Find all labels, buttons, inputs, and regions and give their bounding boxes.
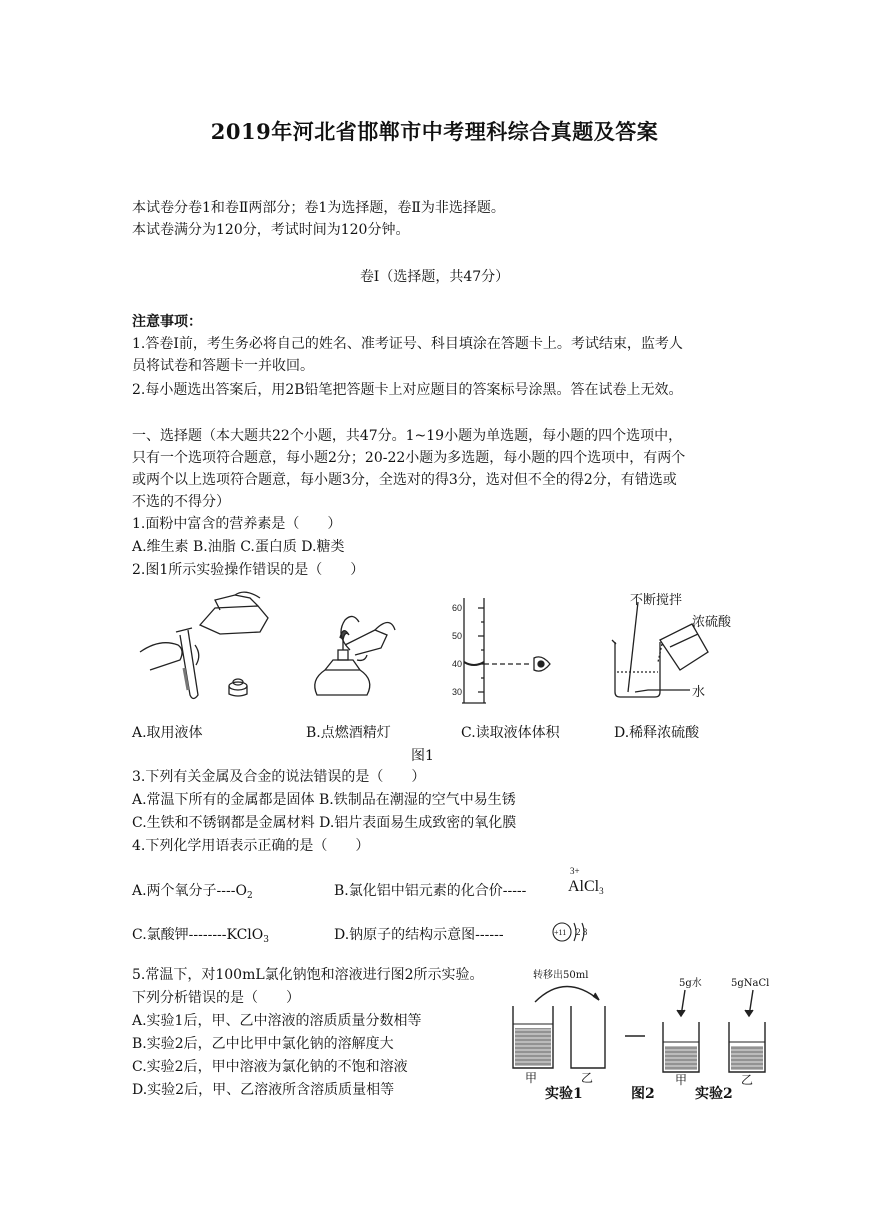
q5-option-a: A.实验1后，甲、乙中溶液的溶质质量分数相等 — [132, 1013, 422, 1029]
tick-label-50: 50 — [452, 631, 463, 641]
nucleus-charge: +11 — [554, 928, 567, 937]
figure-2-experiment — [505, 966, 780, 1101]
fig1-caption-d: D.稀释浓硫酸 — [614, 725, 700, 741]
figure-1a-pour-liquid — [140, 590, 280, 705]
fig1-caption-c: C.读取液体体积 — [461, 725, 560, 741]
notice-heading: 注意事项： — [132, 314, 202, 330]
label-acid: 浓硫酸 — [692, 615, 732, 630]
intro-line-1: 本试卷分卷1和卷Ⅱ两部分；卷1为选择题，卷Ⅱ为非选择题。 — [132, 200, 505, 216]
q5-option-b: B.实验2后，乙中比甲中氯化钠的溶解度大 — [132, 1036, 394, 1052]
intro-line-2: 本试卷满分为120分，考试时间为120分钟。 — [132, 222, 410, 238]
q3-stem: 3.下列有关金属及合金的说法错误的是（ ） — [132, 769, 426, 785]
section-heading: 卷Ⅰ（选择题，共47分） — [359, 269, 510, 285]
q5-stem-1: 5.常温下，对100mL氯化钠饱和溶液进行图2所示实验。 — [132, 967, 484, 983]
notice-line-1: 1.答卷Ⅰ前，考生务必将自己的姓名、准考证号、科目填涂在答题卡上。考试结束，监考人 — [132, 336, 683, 352]
q4-option-d: D.钠原子的结构示意图------ — [334, 927, 504, 943]
part1-line-2: 只有一个选项符合题意，每小题2分；20-22小题为多选题，每小题的四个选项中，有两个 — [132, 450, 686, 466]
label-jia-2: 甲 — [675, 1073, 688, 1087]
exam-page: 2019年河北省邯郸市中考理科综合真题及答案 本试卷分卷1和卷Ⅱ两部分；卷1为选择题，卷Ⅱ为非选择题。 本试卷满分为120分，考试时间为120分钟。 卷Ⅰ（选择题，共47分） 注意事项： 1.答卷Ⅰ前，考生务必将自己的姓名、准考证号、科目填涂在答题卡上。考试结束，监考人 员将试卷和答题卡一并收回。 2.每小题选出答案后，用2B铅笔把答题卡上对应题目的答案标号涂黑。答在试卷上无效。 一、选择题（本大题共22个小题，共47分。1~19小题为单选题，每小题的四个选项中， 只有一个选项符合题意，每小题2分；20-22小题为多选题，每小题的四个选项中，有两个 或两个以上选项符合题意，每小题3分，全选对的得3分，选对但不全的得2分，有错选或 不选的不得分） 1.面粉中富含的营养素是（ ） A.维生素 B.油脂 C.蛋白质 D.糖类 2.图1所示实验操作错误的是（ ） 60 50 40 30 不断搅拌 浓硫酸 水 A.取用液体 B.点燃酒精灯 C.读取液体体积 D.稀释浓硫酸 图1 3.下列有关金属及合金的说法错误的是（ ） A.常温下所有的金属都是固体 B.铁制品在潮湿的空气中易生锈 C.生铁和不锈钢都是金属材料 D.铝片表面易生成致密的氧化膜 4.下列化学用语表示正确的是（ ） A.两个氧分子$----O_2$ B.氯化铝中铝元素的化合价----- 3+ AlCl$_3$ C.氯酸钾--------KClO$_3$ D.钠原子的结构示意图------ +11 2 8 5.常温下，对100mL氯化钠饱和溶液进行图2所示实验。 下列分析错误的是（ ） A.实验1后，甲、乙中溶液的溶质质量分数相等 B.实验2后，乙中比甲中氯化钠的溶解度大 C.实验2后，甲中溶液为氯化钠的不饱和溶液 D.实验2后，甲、乙溶液所含溶质质量相等 转移出50ml 5g水 5gNaCl 甲 乙 甲 乙 实验1 图2 实验2 — [0, 0, 869, 1228]
label-yi-2: 乙 — [741, 1073, 754, 1087]
tick-label-60: 60 — [452, 603, 463, 613]
figure-1b-alcohol-lamp — [305, 600, 405, 710]
tick-label-30: 30 — [452, 687, 463, 697]
figure-1c-graduated-cylinder — [450, 598, 560, 708]
electron-shells: 2 8 — [576, 927, 588, 937]
label-water: 水 — [692, 685, 706, 700]
fig1-caption-a: A.取用液体 — [132, 725, 203, 741]
label-salt-5g: 5gNaCl — [731, 978, 770, 989]
page-title: 2019年河北省邯郸市中考理科综合真题及答案 — [210, 119, 659, 144]
q3-line-2: C.生铁和不锈钢都是金属材料 D.铝片表面易生成致密的氧化膜 — [132, 815, 517, 831]
notice-line-3: 2.每小题选出答案后，用2B铅笔把答题卡上对应题目的答案标号涂黑。答在试卷上无效。 — [132, 382, 683, 398]
figure-1d-dilute-acid — [600, 592, 750, 707]
q1-options: A.维生素 B.油脂 C.蛋白质 D.糖类 — [132, 539, 345, 555]
label-water-5g: 5g水 — [679, 978, 702, 989]
label-transfer: 转移出50ml — [533, 970, 589, 981]
q4-option-b: B.氯化铝中铝元素的化合价----- — [334, 883, 527, 899]
label-exp1: 实验1 — [545, 1086, 583, 1102]
label-jia-1: 甲 — [525, 1071, 538, 1085]
sodium-atom-diagram — [550, 918, 595, 946]
q1-stem: 1.面粉中富含的营养素是（ ） — [132, 516, 342, 532]
q3-line-1: A.常温下所有的金属都是固体 B.铁制品在潮湿的空气中易生锈 — [132, 792, 516, 808]
q4-stem: 4.下列化学用语表示正确的是（ ） — [132, 838, 370, 854]
label-fig2: 图2 — [631, 1086, 655, 1102]
part1-line-3: 或两个以上选项符合题意，每小题3分，全选对的得3分，选对但不全的得2分，有错选或 — [132, 472, 677, 488]
part1-line-1: 一、选择题（本大题共22个小题，共47分。1~19小题为单选题，每小题的四个选项中， — [132, 428, 683, 444]
label-exp2: 实验2 — [695, 1086, 733, 1102]
fig1-caption-b: B.点燃酒精灯 — [306, 725, 391, 741]
q4-option-a: A.两个氧分子$----O_2$ — [132, 883, 253, 901]
fig1-label: 图1 — [411, 748, 434, 764]
part1-line-4: 不选的不得分） — [132, 494, 230, 510]
q4-option-c: C.氯酸钾--------KClO$_3$ — [132, 927, 269, 945]
q5-option-d: D.实验2后，甲、乙溶液所含溶质质量相等 — [132, 1082, 395, 1098]
q2-stem: 2.图1所示实验操作错误的是（ ） — [132, 562, 365, 578]
notice-line-2: 员将试卷和答题卡一并收回。 — [132, 358, 314, 374]
label-stir: 不断搅拌 — [630, 593, 683, 608]
tick-label-40: 40 — [452, 659, 463, 669]
label-yi-1: 乙 — [581, 1071, 594, 1085]
q5-option-c: C.实验2后，甲中溶液为氯化钠的不饱和溶液 — [132, 1059, 408, 1075]
q5-stem-2: 下列分析错误的是（ ） — [132, 990, 300, 1006]
